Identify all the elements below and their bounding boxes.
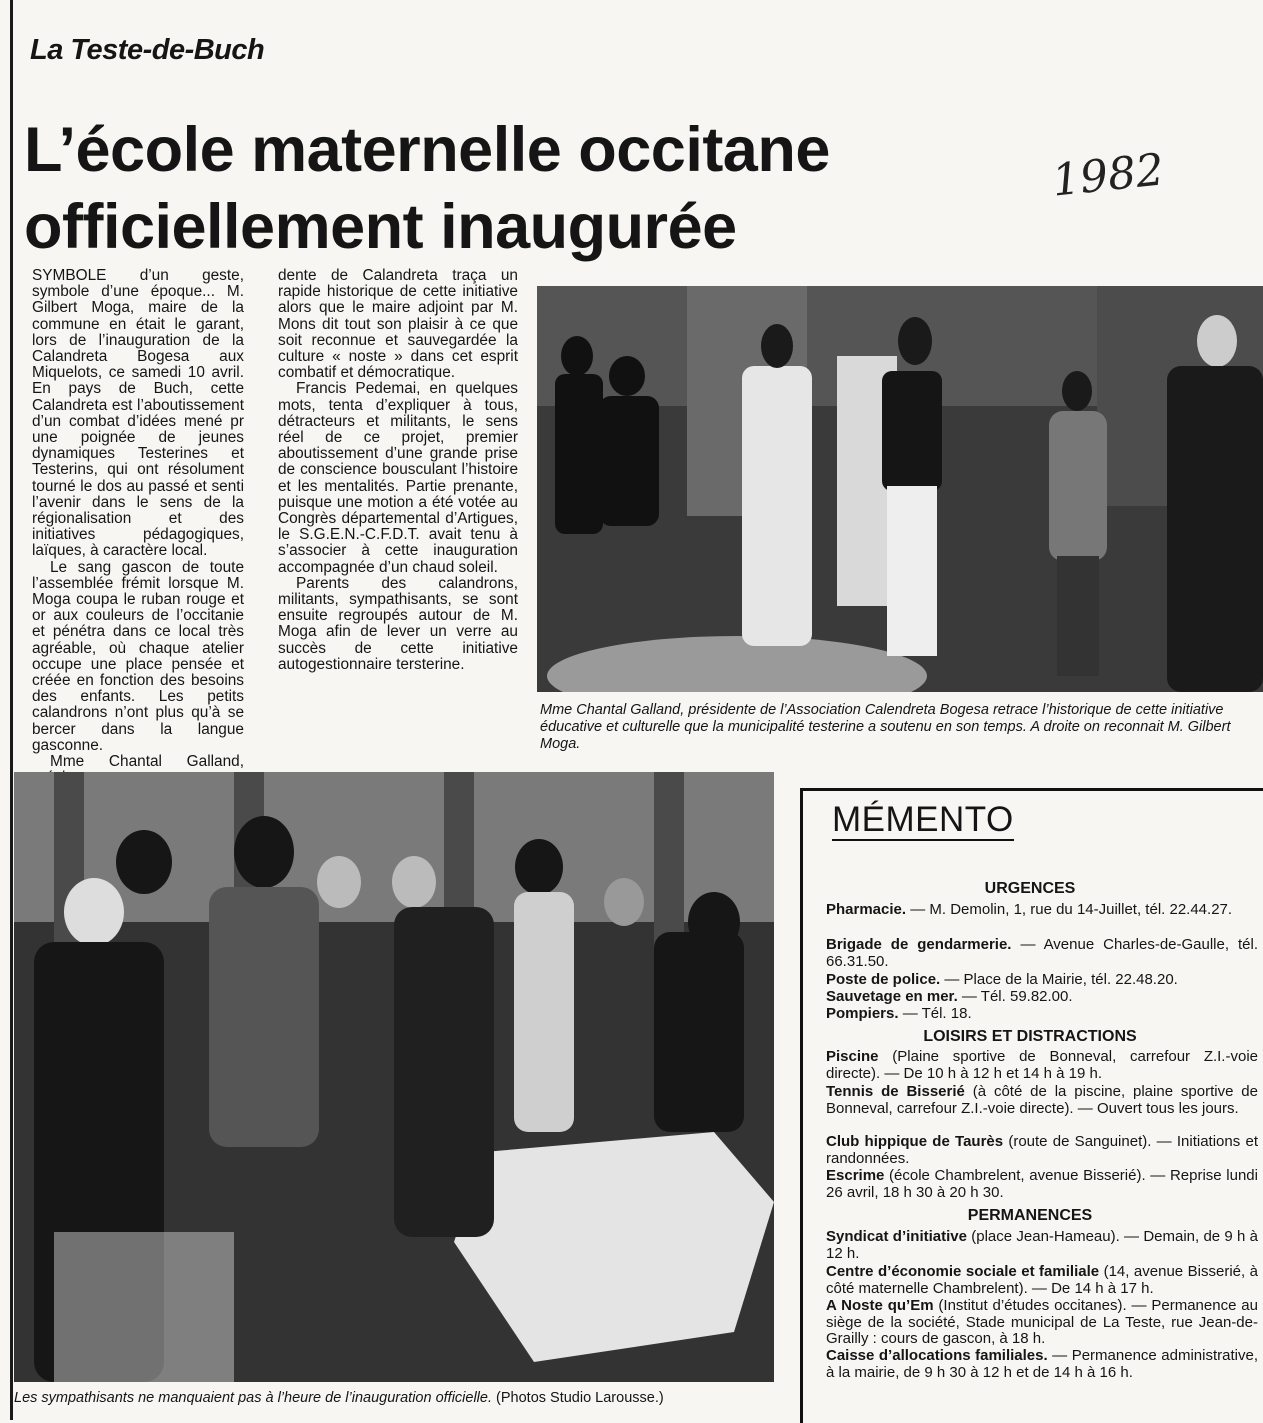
memento-entry: Club hippique de Taurès (route de Sanguinet). — Initiations et randonnées. — [826, 1133, 1258, 1167]
article-column-2 — [278, 268, 518, 673]
handwritten-year-annotation: 1982 — [1049, 144, 1167, 207]
memento-entry: Syndicat d’initiative (place Jean-Hameau). — Demain, de 9 h à 12 h. — [826, 1228, 1258, 1262]
memento-entry: Sauvetage en mer. — Tél. 59.82.00. — [826, 988, 1073, 1005]
photo1-caption: Mme Chantal Galland, présidente de l’Association Calendreta Bogesa retrace l’historique de cette initiative éducative et culturelle que la municipalité testerine a soutenu en son temps. A droite on reconnait M. Gilbert Moga. — [540, 702, 1231, 752]
headline — [24, 112, 1024, 266]
headline-line-2: officiellement inaugurée — [24, 191, 737, 262]
photo-credit: (Photos Studio Larousse.) — [496, 1390, 664, 1406]
article-paragraph: SYMBOLE d’un geste, symbole d’une époque... M. Gilbert Moga, maire de la commune en était le garant, lors de l’inauguration de la Calandreta Bogesa aux Miquelots, ce samedi 10 avril. En pays de Buch, cette Calandreta est l’aboutissement d’un combat d’idées mené pr une poignée de jeunes dynamiques Testerines et Testerins, qui ont résolument tourné le dos au passé et senti l’avenir dans le sens de la régionalisation et des initiatives pédagogiques, laïques, à caractère local. — [32, 267, 244, 560]
memento-title: MÉMENTO — [832, 800, 1014, 839]
memento-entry: Poste de police. — Place de la Mairie, tél. 22.48.20. — [826, 971, 1178, 988]
memento-entry: Centre d’économie sociale et familiale (14, avenue Bisserié, à côté maternelle Chambrelent). — De 14 h à 17 h. — [826, 1263, 1259, 1297]
article-paragraph: Francis Pedemai, en quelques mots, tenta d’expliquer à tous, détracteurs et militants, le sens réel de ce projet, premier aboutissement d’une grande prise de conscience bousculant l’histoire et les mentalités. Partie prenante, puisque une motion a été votée au Congrès départemental d’Artigues, le S.G.E.N.-C.F.D.T. avait tenu à s’associer à cette inauguration accompagnée d’un chaud soleil. — [278, 380, 518, 576]
photo-illustration — [14, 772, 774, 1382]
article-paragraph: Le sang gascon de toute l’assemblée frémit lorsque M. Moga coupa le ruban rouge et or aux couleurs de l’occitanie et pénétra dans ce local très agréable, où chaque atelier occupe une place pensée et créée en fonction des besoins des enfants. Les petits calandrons n’ont plus qu’à se bercer dans la langue gasconne. — [32, 558, 244, 754]
article-paragraph: Mme Chantal Galland, — [50, 753, 244, 771]
inauguration-speakers-photo — [537, 286, 1263, 692]
article-paragraph: dente de Calandreta traça un rapide historique de cette initiative alors que le maire adjoint par M. Mons dit tout son plaisir à ce que soit reconnue et sauvegardée la culture « noste » dans cet esprit combatif et démocratique. — [278, 267, 518, 382]
photo2-caption-row — [14, 1390, 804, 1407]
article-column-1 — [32, 268, 244, 787]
headline-line-1: L’école maternelle occitane — [24, 115, 830, 185]
memento-entry: Tennis de Bisserié (à côté de la piscine, plaine sportive de Bonneval, carrefour Z.I.-voie directe). — Ouvert tous les jours. — [826, 1083, 1258, 1117]
memento-entry: Piscine (Plaine sportive de Bonneval, carrefour Z.I.-voie directe). — De 10 h à 12 h et 14 h à 19 h. — [826, 1048, 1258, 1082]
memento-entry: Pompiers. — Tél. 18. — [826, 1005, 972, 1022]
loisirs-heading: LOISIRS ET DISTRACTIONS — [923, 1028, 1137, 1045]
article-paragraph: Parents des calandrons, militants, sympathisants, se sont ensuite regroupés autour de M. Moga afin de lever un verre au succès de cette initiative autogestionnaire tersterine. — [278, 574, 518, 673]
photo2-caption: Les sympathisants ne manquaient pas à l’heure de l’inauguration officielle. — [14, 1390, 492, 1406]
permanences-heading: PERMANENCES — [967, 1207, 1093, 1224]
photo-illustration — [537, 286, 1263, 692]
memento-entry: Brigade de gendarmerie. — Avenue Charles-de-Gaulle, tél. 66.31.50. — [826, 936, 1258, 970]
section-title: La Teste-de-Buch — [30, 34, 265, 66]
memento-entry: Pharmacie. — M. Demolin, 1, rue du 14-Juillet, tél. 22.44.27. — [826, 901, 1233, 918]
memento-entry: Caisse d’allocations familiales. — Permanence administrative, à la mairie, de 9 h 30 à 12 h et de 14 h à 16 h. — [826, 1347, 1258, 1381]
left-margin-rule — [10, 0, 13, 1420]
memento-entry: A Noste qu’Em (Institut d’études occitanes). — Permanence au siège de la société, Stade municipal de La Teste, rue Jean-de-Grailly : cours de gascon, à 18 h. — [826, 1297, 1258, 1347]
memento-entry: Escrime (école Chambrelent, avenue Bisserié). — Reprise lundi 26 avril, 18 h 30 à 20 h 30. — [826, 1167, 1258, 1201]
supporters-crowd-photo — [14, 772, 774, 1382]
urgences-heading: URGENCES — [984, 880, 1076, 897]
